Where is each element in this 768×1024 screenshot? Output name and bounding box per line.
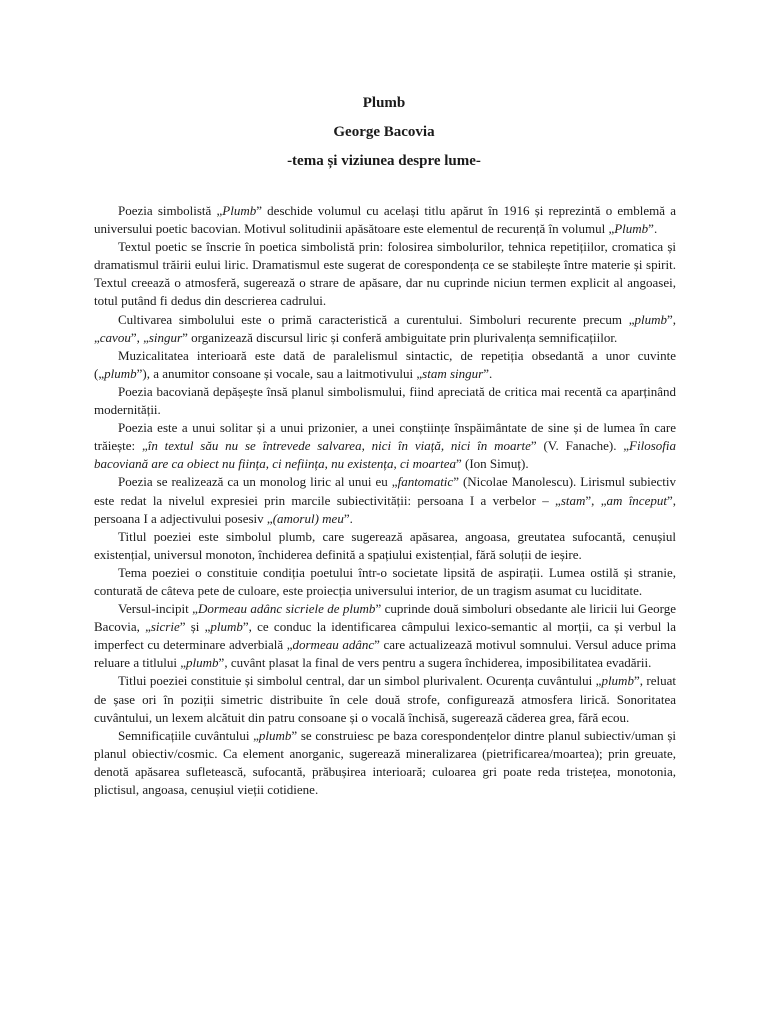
paragraph	[94, 419, 676, 473]
italic-text: dormeau adânc	[292, 637, 375, 653]
paragraph	[94, 238, 676, 310]
paragraph	[94, 600, 676, 672]
text-run: Semnificațiile cuvântului „	[118, 727, 259, 743]
italic-text: sicrie	[150, 619, 180, 635]
document-title: Plumb	[362, 95, 406, 111]
text-run: ” (V. Fanache). „	[530, 438, 630, 454]
text-run: Poezia se realizează ca un monolog liric al unui eu „	[118, 474, 398, 490]
text-run: Poezia bacoviană depășește însă planul simbolismului, fiind apreciată de critica mai recentă ca aparținând modernității.	[94, 383, 676, 418]
text-run: ” se construiesc pe baza corespondențelor dintre planul subiectiv/uman și planul obiectiv/cosmic. Ca element anorganic, sugerează mineralizarea (pietrificarea/moartea); prin greuate, denotă apăsarea sufletească, sufocantă, prăbușirea interioară; culoarea gri poate reda tristețea, monotonia, plictisul, angoasa, cenușiul vieții cotidiene.	[94, 727, 676, 797]
text-run: ” cuprinde două simboluri obsedante ale liricii lui George Bacovia, „	[94, 601, 676, 635]
italic-text: plumb	[634, 311, 667, 327]
italic-text: stam singur	[422, 365, 484, 381]
paragraph	[94, 383, 676, 419]
text-run: Titlul poeziei este simbolul plumb, care sugerează apăsarea, angoasa, greutatea sufocantă, cenușiul existențial, universul monoton, închiderea definită a spațiului existențial, fără soluții de ieșire.	[94, 528, 676, 562]
italic-text: Plumb	[614, 221, 649, 237]
italic-text: plumb	[601, 673, 634, 689]
italic-text: plumb	[186, 655, 219, 671]
italic-text: (amorul) meu	[272, 510, 344, 526]
text-run: ” și „	[179, 619, 211, 635]
paragraph	[94, 564, 676, 600]
paragraph	[94, 202, 676, 238]
text-run: ” care actualizează motivul somnului. Versul aduce prima reluare a titlului „	[94, 637, 676, 671]
paragraph	[94, 528, 676, 564]
text-run: ”.	[483, 365, 493, 381]
text-run: Cultivarea simbolului este o primă caracteristică a curentului. Simboluri recurente precum „	[118, 311, 635, 327]
italic-text: plumb	[258, 727, 292, 743]
paragraph	[94, 473, 676, 527]
paragraph	[94, 672, 676, 726]
document-body	[94, 202, 676, 799]
text-run: ”, „	[130, 329, 149, 345]
document-subtitle: -tema și viziunea despre lume-	[287, 153, 481, 169]
text-run: Tema poeziei o constituie condiția poetului într-o societate lipsită de aspirații. Lumea ostilă și stranie, conturată de câteva pete de culoare, este proiecția universului interior, de un tragism asumat cu luciditate.	[94, 564, 676, 598]
text-run: Poezia este a unui solitar și a unui prizonier, a unei conștiințe înspăimântate de sine și de lumea în care trăiește: „	[94, 420, 676, 454]
italic-text: stam	[560, 492, 586, 508]
text-run: ” (Ion Simuț).	[456, 456, 529, 472]
italic-text: plumb	[104, 365, 137, 381]
italic-text: singur	[148, 329, 183, 345]
text-run: Muzicalitatea interioară este dată de paralelismul sintactic, de repetiția obsedantă a unor cuvinte („	[94, 347, 676, 381]
italic-text: în textul său nu se întrevede salvarea, nici în viață, nici în moarte	[147, 438, 531, 454]
text-run: Poezia simbolistă „	[118, 203, 223, 218]
italic-text: cavou	[99, 329, 131, 345]
italic-text: Filosofia bacoviană are ca obiect nu ființa, ci neființa, nu existența, ci moartea	[94, 438, 676, 472]
italic-text: Dormeau adânc sicriele de plumb	[197, 601, 376, 617]
text-run: Textul poetic se înscrie în poetica simbolistă prin: folosirea simbolurilor, tehnica repetițiilor, cromatica și dramatismul trăirii eului liric. Dramatismul este sugerat de corespondența ce se stabilește între materie și spirit. Textul creează o atmosferă, sugerează o strare de apăsare, dar nu cuprinde niciun termen explicit al angoasei, totul putând fi dedus din descrierea cadrului.	[94, 239, 676, 309]
italic-text: Plumb	[222, 203, 257, 218]
document-author: George Bacovia	[333, 124, 435, 140]
text-run: ” deschide volumul cu același titlu apărut în 1916 și reprezintă o emblemă a universului poetic bacovian. Motivul solitudinii apăsătoare este elementul de recurență în volumul „	[94, 203, 677, 237]
text-run: ”, „	[585, 492, 607, 508]
paragraph	[94, 311, 676, 347]
text-run: ”, cuvânt plasat la final de vers pentru a sugera închiderea, imposibilitatea evadării.	[218, 655, 652, 671]
text-run: ”, persoana I a adjectivului posesiv „	[94, 492, 676, 526]
text-run: ” organizează discursul liric și conferă ambiguitate prin plurivalența semnificațiilor.	[182, 329, 618, 345]
italic-text: plumb	[210, 619, 243, 635]
text-run: ”.	[343, 510, 353, 526]
italic-text: am început	[606, 492, 667, 508]
text-run: ”, ce conduc la identificarea câmpului lexico-semantic al morții, ca și verbul la imperfect cu determinare adverbială „	[94, 619, 676, 653]
text-run: ” (Nicolae Manolescu). Lirismul subiectiv este redat la nivelul expresiei prin marcile subiectivității: persoana I a verbelor – „	[94, 474, 677, 508]
text-run: Versul-incipit „	[118, 601, 198, 617]
text-run: ”, „	[94, 311, 676, 345]
italic-text: fantomatic	[397, 474, 454, 490]
paragraph	[94, 347, 676, 383]
paragraph	[94, 727, 676, 799]
text-run: ”, reluat de șase ori în poziții simetric distribuite în cele două strofe, configurează atmosfera lirică. Sonoritatea cuvântului, un lexem alcătuit din patru consoane și o vocală închisă, sugerează căderea grea, fără ecou.	[94, 673, 676, 725]
text-run: Titlui poeziei constituie și simbolul central, dar un simbol plurivalent. Ocurența cuvântului „	[118, 673, 602, 689]
text-run: ”), a anumitor consoane și vocale, sau a laitmotivului „	[136, 365, 423, 381]
text-run: ”.	[648, 221, 658, 237]
